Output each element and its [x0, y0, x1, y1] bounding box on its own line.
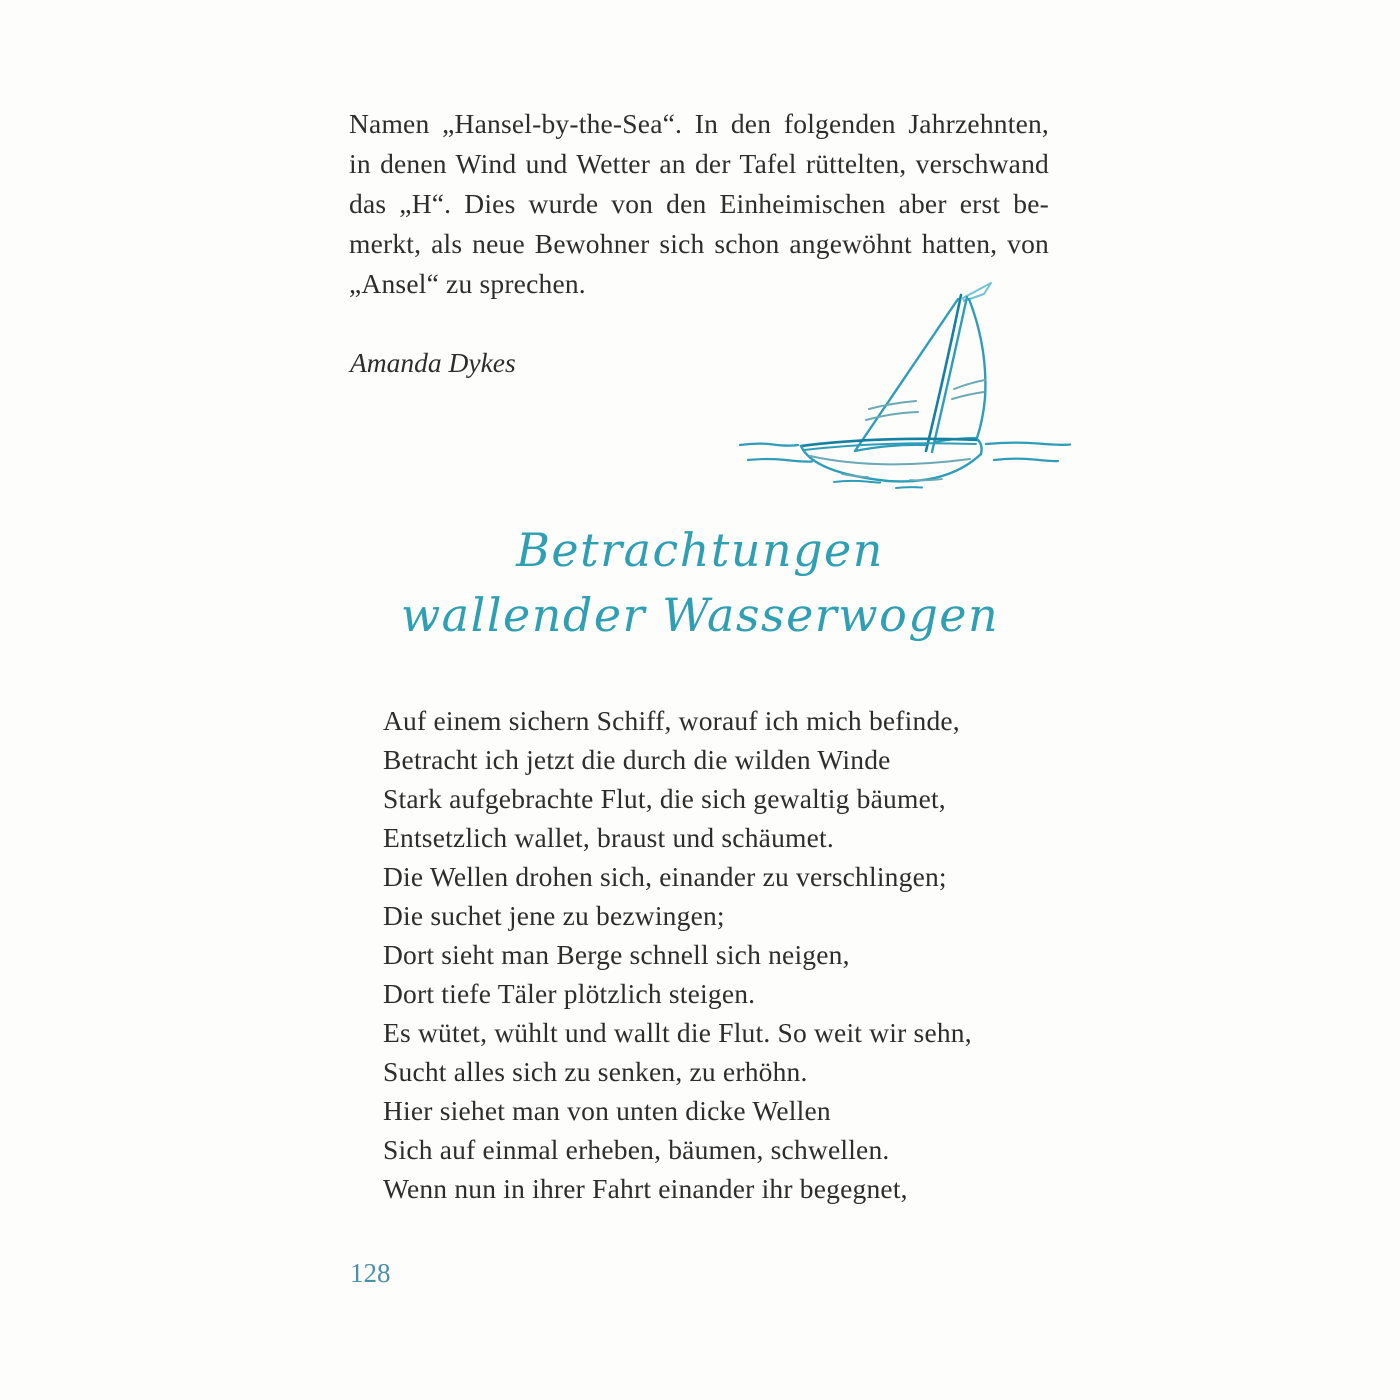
poem-line: Sich auf einmal erheben, bäumen, schwellen. [383, 1134, 890, 1165]
poem-line: Hier siehet man von unten dicke Wellen [383, 1095, 831, 1126]
poem-line: Sucht alles sich zu senken, zu erhöhn. [383, 1056, 808, 1087]
poem-line: Dort sieht man Berge schnell sich neigen, [383, 939, 850, 970]
page-number: 128 [350, 1258, 391, 1288]
paragraph-line: Namen „Hansel-by-the-Sea“. In den folgenden Jahrzehnten, [349, 108, 1049, 139]
sailboat-icon [738, 268, 1072, 510]
poem-line: Es wütet, wühlt und wallt die Flut. So weit wir sehn, [383, 1017, 972, 1048]
poem-line: Auf einem sichern Schiff, worauf ich mich befinde, [383, 705, 960, 736]
chapter-title [350, 518, 1050, 648]
paragraph-line: das „H“. Dies wurde von den Einheimischen aber erst be- [349, 188, 1049, 219]
paragraph-line: in denen Wind und Wetter an der Tafel rüttelten, verschwand [349, 148, 1049, 179]
sailboat-illustration [738, 268, 1072, 510]
poem-line: Entsetzlich wallet, braust und schäumet. [383, 822, 834, 853]
poem-line: Stark aufgebrachte Flut, die sich gewaltig bäumet, [383, 783, 946, 814]
poem-line: Die Wellen drohen sich, einander zu verschlingen; [383, 861, 947, 892]
poem-line: Die suchet jene zu bezwingen; [383, 900, 725, 931]
poem-line: Dort tiefe Täler plötzlich steigen. [383, 978, 756, 1009]
paragraph-line: „Ansel“ zu sprechen. [349, 268, 586, 299]
chapter-title-line1: Betrachtungen [516, 523, 884, 577]
paragraph-line: merkt, als neue Bewohner sich schon angewöhnt hatten, von [349, 228, 1049, 259]
poem-line: Betracht ich jetzt die durch die wilden Winde [383, 744, 891, 775]
author-name: Amanda Dykes [350, 347, 516, 378]
chapter-title-line2: wallender Wasserwogen [400, 588, 1000, 642]
poem [383, 701, 1023, 1208]
poem-line: Wenn nun in ihrer Fahrt einander ihr begegnet, [383, 1173, 908, 1204]
